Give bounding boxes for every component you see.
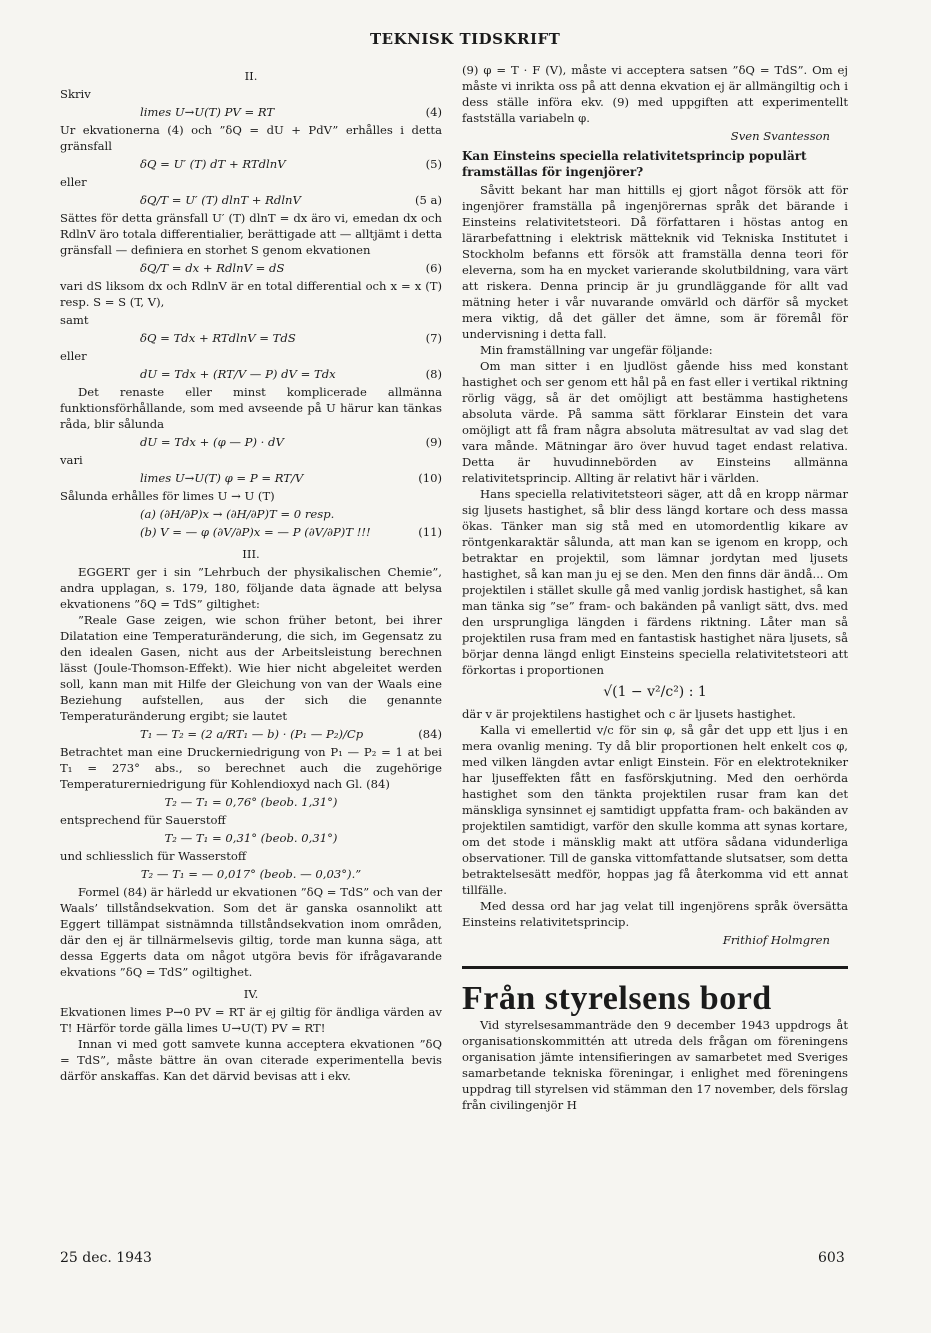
paragraph: Ekvationen limes P→0 PV = RT är ej giltig för ändliga värden av T! Härför torde gälla limes U→U(T) PV = RT! bbox=[60, 1005, 442, 1035]
paragraph: Min framställning var ungefär följande: bbox=[480, 343, 713, 357]
paragraph: där v är projektilens hastighet och c är ljusets hastighet. bbox=[462, 707, 796, 721]
equation-8: dU = Tdx + (RT/V — P) dV = Tdx (8) bbox=[140, 367, 442, 381]
equation-11a: (a) (∂H/∂P)x → (∂H/∂P)T = 0 resp. bbox=[140, 507, 335, 521]
paragraph: Hans speciella relativitetsteori säger, att då en kropp närmar sig ljusets hastighet, så blir dess längd kortare och dess massa ökas. Tänker man sig stå med en utomordentlig kikare av röntgenkaraktär sålunda, att man kan se igenom en kropp, och betraktar en projektil, som lämnar jordytan med ljusets hastighet, så kan man ju ej se den. Men den finns där ändå... Om projektilen i stället skulle gå med vanlig jordisk hastighet, så kan man tänka sig ”se” fram- och bakänden på vanligt sätt, dvs. med den ursprungliga längden i färdens riktning. Låter man så projektilen rusa fram med en fantastisk hastighet nära ljusets, så börjar denna längd enligt Einsteins speciella relativitetsteori att förkortas i proportionen bbox=[462, 487, 848, 677]
section-divider bbox=[462, 966, 848, 969]
sqrt-formula: √(1 − v²/c²) : 1 bbox=[603, 684, 707, 700]
paragraph: Innan vi med gott samvete kunna acceptera ekvationen ”δQ = TdS”, måste bättre än ovan citerade experimentella bevis därför anskaffas. Kan det därvid bevisas att i ekv. bbox=[60, 1037, 442, 1083]
label-samt: samt bbox=[60, 313, 89, 327]
left-column bbox=[60, 62, 442, 1084]
paragraph: Med dessa ord har jag velat till ingenjörens språk översätta Einsteins relativitetsprincip. bbox=[462, 899, 848, 929]
paragraph: Ur ekvationerna (4) och ”δQ = dU + PdV” erhålles i detta gränsfall bbox=[60, 123, 442, 153]
label-skriv: Skriv bbox=[60, 87, 91, 101]
paragraph: entsprechend für Sauerstoff bbox=[60, 813, 226, 827]
label-vari: vari bbox=[60, 453, 83, 467]
article-title: Kan Einsteins speciella relativitetsprincip populärt framställas för ingenjörer? bbox=[462, 149, 807, 179]
paragraph: Vid styrelsesammanträde den 9 december 1943 uppdrogs åt organisationskommittén att utreda dels frågan om föreningens organisation jämte intensifieringen av samarbetet med Sveriges samarbetande tekniska föreningar, i enlighet med föreningens uppdrag till styrelsen vid stämman den 17 november, dels förslag från civilingenjör H bbox=[462, 1018, 849, 1112]
equation-10: limes U→U(T) φ = P = RT/V (10) bbox=[140, 471, 442, 485]
label-eller: eller bbox=[60, 175, 87, 189]
equation-11b: (b) V = — φ (∂V/∂P)x = — P (∂V/∂P)T !!! (11) bbox=[140, 525, 442, 539]
result-h2: T₂ — T₁ = — 0,017° (beob. — 0,03°).” bbox=[140, 867, 362, 881]
paragraph: Om man sitter i en ljudlöst gående hiss med konstant hastighet och ser genom ett hål på en fast eller i vertikal riktning rörlig vägg, så är det omöjligt att bestämma hastighetens absoluta värde. På samma sätt förklarar Einstein det vara omöjligt att få fram några absoluta mätresultat av vad slag det vara månde. Mätningar äro över huvud taget endast relativa. Detta är huvudinnebörden av Einsteins allmänna relativitetsprincip. Allting är relativt här i världen. bbox=[462, 359, 848, 485]
paragraph: Kalla vi emellertid v/c för sin φ, så går det upp ett ljus i en mera ovanlig mening. Ty då blir proportionen helt enkelt cos φ, med vilken längden avtar enligt Einstein. För en elektrotekniker har ljuseffekten fått en fasförskjutning. Med den oerhörda hastighet som den tänkta projektilen rusar fram kan det mänskliga synsinnet ej samtidigt uppfatta fram- och bakänden av projektilen samtidigt, varför den skulle komma att synas kortare, om det stode i mänsklig makt att utföra sådana vidunderliga observationer. Till de ganska vittomfattande slutsatser, som detta betraktelsesätt medför, hoppas jag få återkomma vid ett annat tillfälle. bbox=[462, 723, 848, 897]
paragraph: EGGERT ger i sin ”Lehrbuch der physikalischen Chemie”, andra upplagan, s. 179, 180, följande data ägnade att belysa ekvationens ”δQ = TdS” giltighet: bbox=[60, 565, 442, 611]
right-column bbox=[462, 62, 848, 1113]
section-title: Från styrelsens bord bbox=[462, 980, 772, 1017]
equation-5a: δQ/T = U′ (T) dlnT + RdlnV (5 a) bbox=[140, 193, 442, 207]
paragraph: Sålunda erhålles för limes U → U (T) bbox=[60, 489, 275, 503]
paragraph: Det renaste eller minst komplicerade allmänna funktionsförhållande, som med avseende på U härur kan tänkas råda, blir sålunda bbox=[60, 385, 442, 431]
section-heading-2: II. bbox=[244, 69, 258, 83]
paragraph: (9) φ = T · F (V), måste vi acceptera satsen ”δQ = TdS”. Om ej måste vi inrikta oss på att denna ekvation ej är allmängiltig och i dess ställe införa ekv. (9) med uppgiften att experimentellt fastställa variabeln φ. bbox=[462, 63, 848, 125]
author-signature: Sven Svantesson bbox=[730, 129, 830, 143]
equation-4: limes U→U(T) PV = RT (4) bbox=[140, 105, 442, 119]
paragraph: Formel (84) är härledd ur ekvationen ”δQ = TdS” och van der Waals’ tillståndsekvation. Som det är ganska osannolikt att Eggert tillämpat sistnämnda tillståndsekvation inom områden, där den ej är tillnärmelsevis giltig, torde man kunna säga, att dessa Eggerts data om något utgöra bevis för ifrågavarande ekvations ”δQ = TdS” ogiltighet. bbox=[60, 885, 442, 979]
paragraph: vari dS liksom dx och RdlnV är en total differential och x = x (T) resp. S = S (T, V), bbox=[60, 279, 442, 309]
paragraph: Betrachtet man eine Druckerniedrigung von P₁ — P₂ = 1 at bei T₁ = 273° abs., so berechnet auch die zugehörige Temperaturerniedrigung für Kohlendioxyd nach Gl. (84) bbox=[60, 745, 442, 791]
author-signature: Frithiof Holmgren bbox=[722, 933, 830, 947]
quote-paragraph: ”Reale Gase zeigen, wie schon früher betont, bei ihrer Dilatation eine Temperaturänderung, die sich, im Gegensatz zu den idealen Gasen, nicht aus der Arbeitsleistung berechnen lässt (Joule-Thomson-Effekt). Wie hier nicht abgeleitet werden soll, kann man mit Hilfe der Gleichung von van der Waals eine Beziehung aufstellen, aus der sich die genannte Temperaturänderung ergibt; sie lautet bbox=[60, 613, 442, 723]
paragraph: Såvitt bekant har man hittills ej gjort något försök att för ingenjörer framställa på ingenjörernas språk det bärande i Einsteins relativitetsteori. Då författaren i höstas antog en lärarbefattning i elektrisk mätteknik vid Tekniska Institutet i Stockholm befanns ett försök att framställa denna teori för eleverna, som ha en mycket varierande skolutbildning, vara värt att riskera. Denna princip är ju grundläggande för allt vad mätning heter i vår nuvarande omvärld och därför så mycket mera viktig, då det gäller det ämne, som är föremål för undervisning i detta fall. bbox=[462, 183, 848, 341]
equation-7: δQ = Tdx + RTdlnV = TdS (7) bbox=[140, 331, 442, 345]
section-heading-3: III. bbox=[242, 547, 260, 561]
equation-9: dU = Tdx + (φ — P) · dV (9) bbox=[140, 435, 442, 449]
section-heading-4: IV. bbox=[243, 987, 259, 1001]
page-number: 603 bbox=[818, 1250, 845, 1266]
equation-6: δQ/T = dx + RdlnV = dS (6) bbox=[140, 261, 442, 275]
label-eller: eller bbox=[60, 349, 87, 363]
equation-5: δQ = U′ (T) dT + RTdlnV (5) bbox=[140, 157, 442, 171]
result-co2: T₂ — T₁ = 0,76° (beob. 1,31°) bbox=[164, 795, 338, 809]
paragraph: Sättes för detta gränsfall U′ (T) dlnT = dx äro vi, emedan dx och RdlnV äro totala differentialier, berättigade att — alltjämt i detta gränsfall — definiera en storhet S genom ekvationen bbox=[60, 211, 442, 257]
journal-header: TEKNISK TIDSKRIFT bbox=[370, 30, 561, 48]
result-o2: T₂ — T₁ = 0,31° (beob. 0,31°) bbox=[164, 831, 338, 845]
equation-84: T₁ — T₂ = (2 a/RT₁ — b) · (P₁ — P₂)/Cp (84) bbox=[140, 727, 442, 741]
paragraph: und schliesslich für Wasserstoff bbox=[60, 849, 247, 863]
issue-date: 25 dec. 1943 bbox=[60, 1250, 152, 1266]
